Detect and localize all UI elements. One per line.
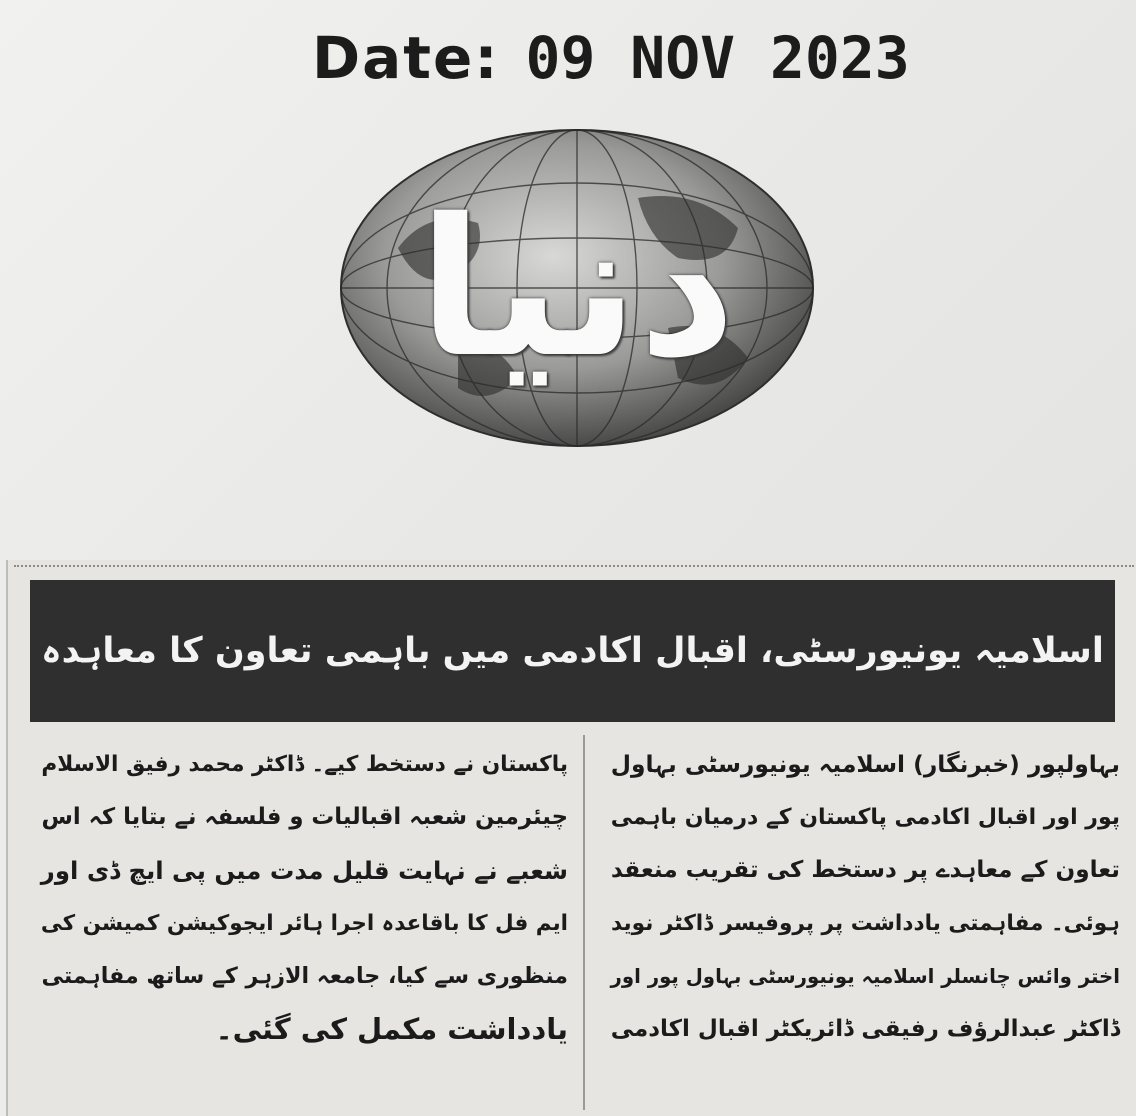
article-line: شعبے نے نہایت قلیل مدت میں پی ایچ ڈی اور — [40, 856, 568, 885]
article-left-column — [30, 738, 568, 1108]
date-value: 09 NOV 2023 — [525, 24, 910, 92]
article-line: تعاون کے معاہدے پر دستخط کی تقریب منعقد — [610, 857, 1120, 883]
article-line: پاکستان نے دستخط کیے۔ ڈاکٹر محمد رفیق الاسلام — [41, 752, 568, 777]
article-line: بہاولپور (خبرنگار) اسلامیہ یونیورسٹی بہاول — [610, 750, 1120, 778]
headline-banner — [30, 580, 1115, 722]
date-label: Date: — [312, 24, 500, 92]
article-line: ہوئی۔ مفاہمتی یادداشت پر پروفیسر ڈاکٹر نوید — [611, 911, 1120, 936]
article-headline: اسلامیہ یونیورسٹی، اقبال اکادمی میں باہمی تعاون کا معاہدہ — [41, 630, 1104, 672]
article-line: یادداشت مکمل کی گئی۔ — [215, 1012, 568, 1046]
column-divider — [583, 735, 585, 1110]
article-line: پور اور اقبال اکادمی پاکستان کے درمیان باہمی — [610, 805, 1120, 830]
article-line: اختر وائس چانسلر اسلامیہ یونیورسٹی بہاول پور اور — [610, 965, 1120, 988]
article-line: منظوری سے کیا، جامعہ الازہر کے ساتھ مفاہمتی — [41, 963, 568, 989]
date-stamp — [312, 24, 912, 104]
article-right-column — [600, 738, 1120, 1108]
article-line: چیئرمین شعبہ اقبالیات و فلسفہ نے بتایا کہ اس — [41, 804, 568, 830]
masthead-logo-text: دنیا — [418, 177, 736, 399]
article-line: ڈاکٹر عبدالرؤف رفیقی ڈائریکٹر اقبال اکادمی — [610, 1016, 1120, 1042]
clipping-edge-divider — [14, 565, 1134, 567]
article-line: ایم فل کا باقاعدہ اجرا ہائر ایجوکیشن کمیشن کی — [40, 911, 568, 936]
